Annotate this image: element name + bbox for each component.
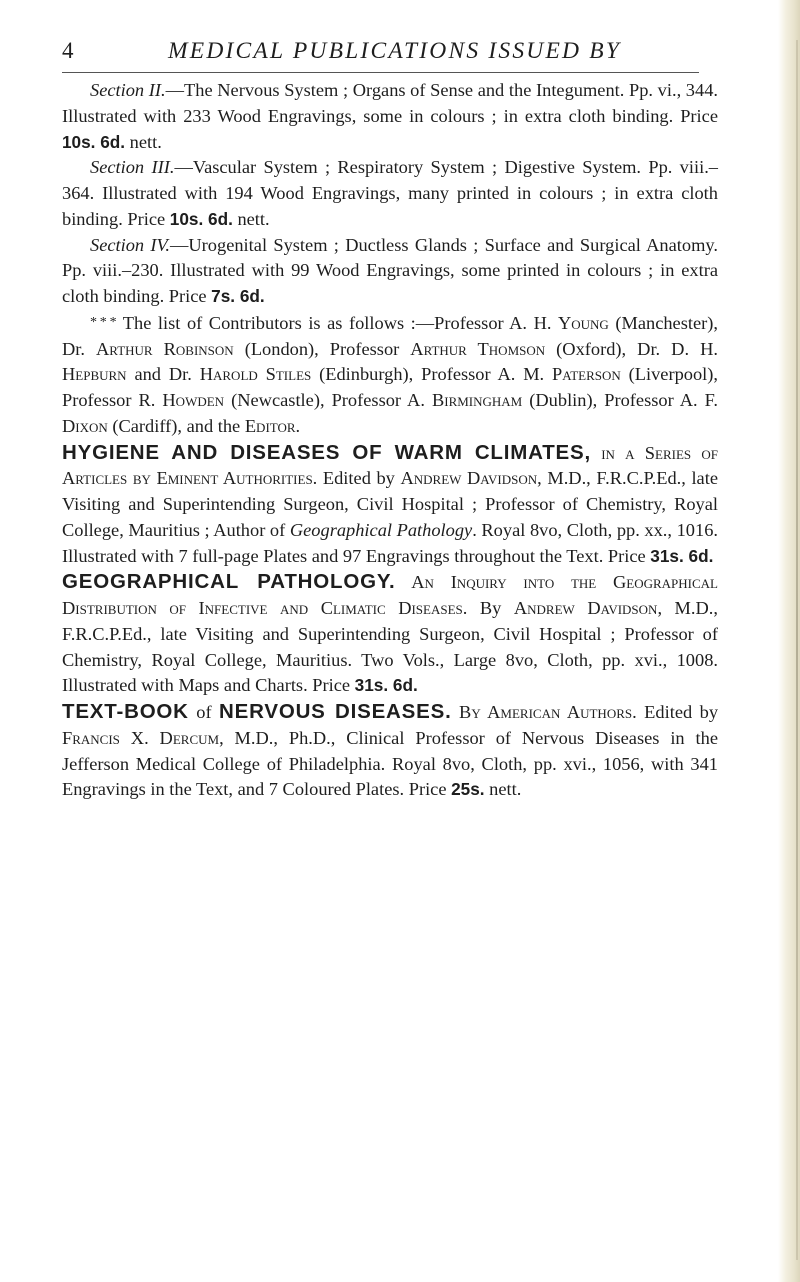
book-subtitle: By American Authors.	[451, 702, 637, 722]
entry-geographical-pathology	[62, 569, 718, 699]
running-head: MEDICAL PUBLICATIONS ISSUED BY	[168, 38, 622, 64]
entry-text: nett.	[125, 131, 162, 152]
entry-text: Edited by	[317, 468, 401, 489]
book-reference: Geographical Pathology	[289, 519, 473, 540]
entry-text: —The Nervous System ; Organs of Sense and the Integument. Pp. vi., 344. Illustrated with 233 Wood Engravings, some in colours ; in extra cloth binding. Price	[62, 80, 718, 126]
book-title: NERVOUS DISEASES.	[219, 700, 452, 723]
entry-section-iii	[62, 155, 718, 232]
author-name: Andrew Davidson	[400, 468, 538, 489]
entry-hygiene	[62, 440, 718, 570]
entry-text: , M.D., F.R.C.P.Ed., late Visiting and Superintending Surgeon, Civil Hospital ; Professor of Chemistry, Royal College, Mauritius ; Author of	[62, 468, 718, 540]
price: 31s. 6d.	[650, 545, 714, 566]
section-label: Section II.	[90, 80, 166, 100]
note-text: (Dublin), Professor A. F.	[522, 390, 718, 410]
entry-text: nett.	[484, 779, 522, 800]
book-title: HYGIENE AND DISEASES OF WARM CLIMATES,	[62, 440, 591, 464]
note-text: (Cardiff), and the	[107, 415, 245, 436]
note-text: .	[295, 415, 301, 436]
book-subtitle: An Inquiry into the Geographical Distribution of Infective and Climatic Diseases.	[62, 572, 718, 618]
entry-text: —Urogenital System ; Ductless Glands ; Surface and Surgical Anatomy. Pp. viii.–230. Illustrated with 99 Wood Engravings, some printed in colours ; in extra cloth binding. Price	[62, 234, 718, 306]
note-text: (Newcastle), Professor A.	[224, 390, 432, 410]
entry-section-iv	[62, 233, 718, 310]
book-gutter-line	[796, 40, 798, 1260]
entry-text: , M.D., F.R.C.P.Ed., late Visiting and Superintending Surgeon, Civil Hospital ; Professor of Chemistry, Royal College, Mauritius. Two Vols., Large 8vo, Cloth, pp. xvi., 1008. Illustrated with Maps and Charts. Price	[62, 598, 718, 696]
entry-section-ii	[62, 78, 718, 155]
contributor-name: Paterson	[552, 364, 621, 385]
note-text: (Edinburgh), Professor A. M.	[311, 364, 553, 385]
entry-text: —Vascular System ; Respiratory System ; Digestive System. Pp. viii.–364. Illustrated with 194 Wood Engravings, many printed in colours ; in extra cloth binding. Price	[62, 157, 719, 229]
page-number: 4	[62, 38, 74, 63]
entry-text: . Royal 8vo, Cloth, pp. xx., 1016. Illustrated with 7 full-page Plates and 97 Engravings throughout the Text. Price	[62, 519, 718, 566]
asterism: * * *	[90, 314, 117, 330]
header-rule	[62, 72, 699, 73]
section-label: Section IV.	[90, 234, 171, 255]
note-text: (London), Professor	[233, 338, 411, 359]
section-label: Section III.	[90, 157, 175, 178]
book-subtitle: in a Series of Articles by Eminent Authorities.	[62, 442, 718, 489]
book-title: GEOGRAPHICAL PATHOLOGY.	[62, 570, 396, 594]
contributor-name: Hepburn	[62, 364, 127, 385]
note-text: and Dr.	[126, 364, 200, 385]
entry-text: Edited by	[636, 702, 719, 722]
price: 10s. 6d.	[169, 208, 233, 229]
entry-text: By	[467, 598, 514, 618]
price: 7s. 6d.	[211, 286, 265, 306]
contributor-name: Birmingham	[431, 390, 523, 410]
entry-nervous-diseases	[62, 699, 718, 803]
note-text: (Manchester), Dr.	[62, 312, 718, 359]
book-title: TEXT-BOOK	[62, 700, 189, 723]
entry-text: of	[188, 702, 220, 722]
entry-text: , M.D., Ph.D., Clinical Professor of Nervous Diseases in the Jefferson Medical College of Philadelphia. Royal 8vo, Cloth, pp. xvi., 1056, with 341 Engravings in the Text, and 7 Coloured Plates. Price	[62, 727, 718, 800]
note-text: (Oxford), Dr. D. H.	[545, 338, 718, 359]
price: 31s. 6d.	[354, 675, 418, 696]
author-name: Francis X. Dercum	[62, 727, 220, 748]
contributors-note	[62, 310, 718, 440]
contributor-name: Young	[557, 312, 609, 333]
contributor-name: Harold Stiles	[199, 364, 312, 385]
contributor-name: Arthur Thomson	[410, 338, 546, 359]
note-text: (Liverpool), Professor R.	[62, 364, 718, 410]
contributor-name: Dixon	[62, 415, 108, 436]
entry-text: nett.	[232, 208, 270, 229]
contributor-name: Howden	[162, 390, 225, 410]
price: 25s.	[451, 779, 485, 800]
price: 10s. 6d.	[62, 131, 126, 152]
author-name: Andrew Davidson	[513, 598, 658, 618]
contributor-name: Arthur Robinson	[96, 338, 234, 359]
note-text: The list of Contributors is as follows :—Professor A. H.	[116, 312, 558, 333]
contributor-name: Editor	[244, 415, 296, 436]
page-body	[62, 78, 718, 803]
